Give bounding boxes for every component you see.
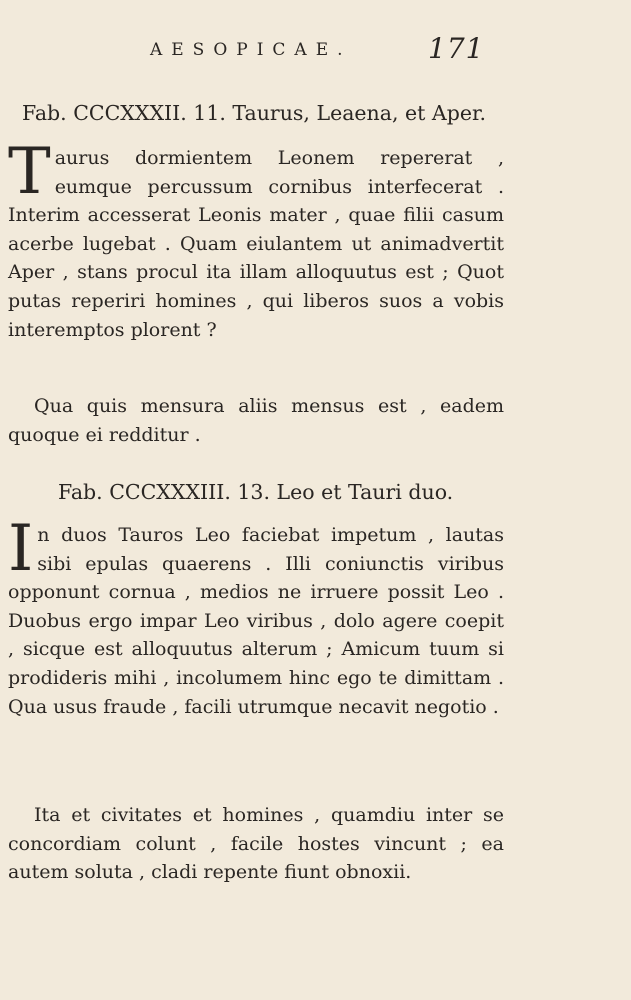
fable-332-text: aurus dormientem Leonem repererat , eumque percussum cornibus interfecerat . Interim accesserat Leonis mater , quae filii casum acerbe lugebat . Quam eiulantem ut animadvertit Aper , stans procul ita illam alloquutus est ; Quot putas reperiri homines , qui liberos suos a vobis interemptos plorent ?: [8, 147, 504, 341]
fable-333-moral: Ita et civitates et homines , quamdiu inter se concordiam colunt , facile hostes vincunt ; ea autem soluta , cladi repente fiunt obnoxii.: [8, 804, 504, 884]
running-title: AESOPICAE.: [150, 40, 352, 60]
page-number: 171: [428, 32, 485, 65]
drop-cap: I: [8, 512, 34, 586]
fable-333-body: [8, 512, 504, 721]
fable-332-moral: Qua quis mensura aliis mensus est , eadem quoque ei redditur .: [8, 395, 504, 446]
fable-title-332: Fab. CCCXXXII. 11. Taurus, Leaena, et Aper.: [22, 101, 487, 125]
drop-cap: T: [8, 135, 51, 209]
fable-332-body: [8, 135, 504, 344]
fable-title-333: Fab. CCCXXXIII. 13. Leo et Tauri duo.: [58, 480, 454, 504]
fable-333-text: n duos Tauros Leo faciebat impetum , lautas sibi epulas quaerens . Illi coniunctis viribus opponunt cornua , medios ne irruere possit Leo . Duobus ergo impar Leo viribus , dolo agere coepit , sicque est alloquutus alterum ; Amicum tuum si prodideris mihi , incolumem hinc ego te dimittam . Qua usus fraude , facili utrumque necavit negotio .: [8, 524, 504, 718]
